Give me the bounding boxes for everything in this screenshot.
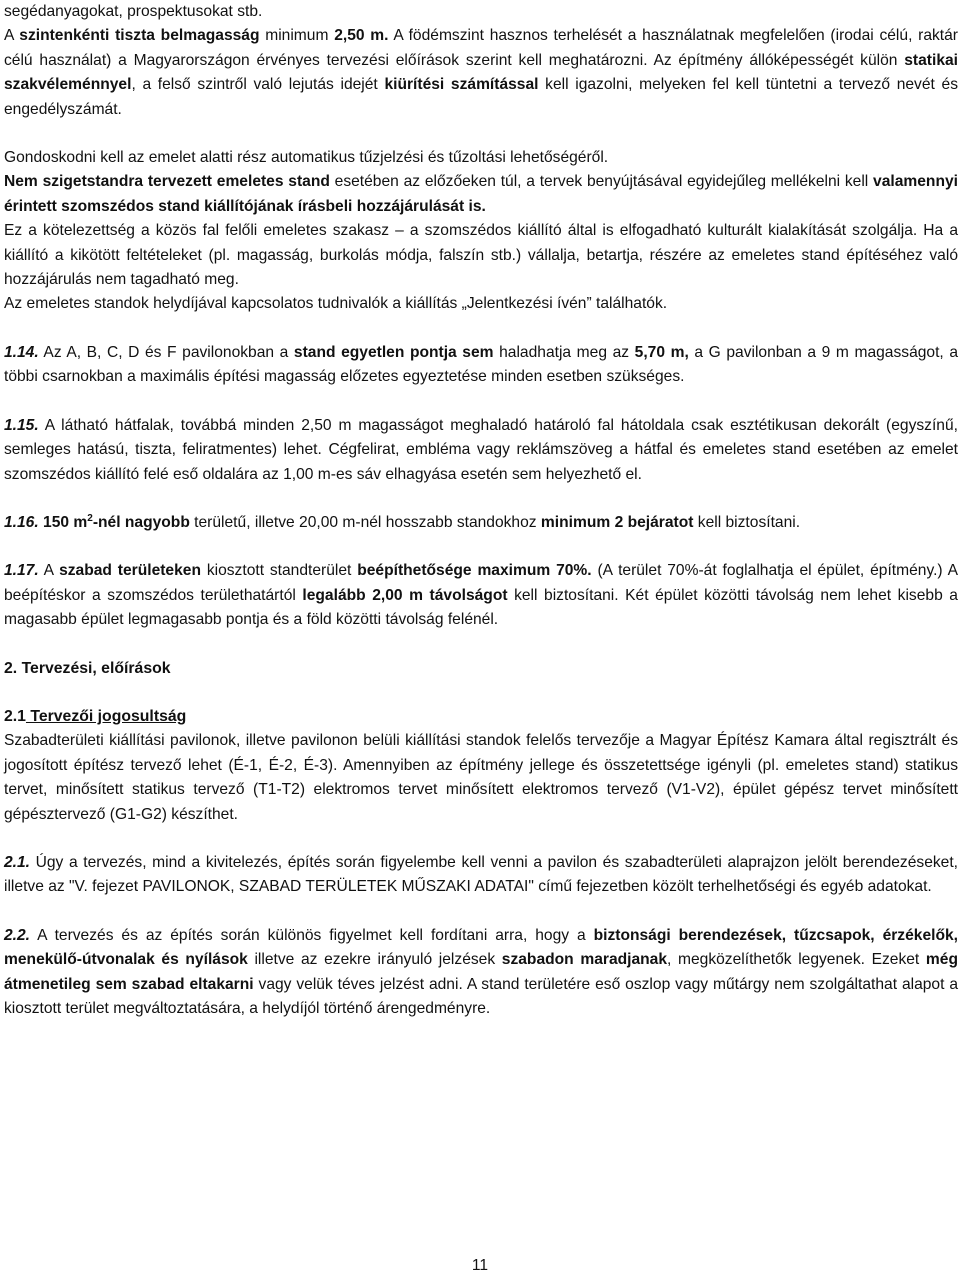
text: segédanyagokat, prospektusokat stb.: [4, 3, 263, 20]
text-bold: 2,50 m.: [334, 27, 389, 45]
section-1-17: [4, 559, 958, 632]
text-bold: valamennyi érintett szomszédos stand kiállítójának írásbeli hozzájárulását is.: [4, 173, 958, 215]
text: kell biztosítani. Két épület közötti távolság nem lehet kisebb a magasabb épület legmagasabb pontja és a föld közötti távolság felénél.: [4, 586, 958, 629]
paragraph-fire-fee: [4, 292, 958, 316]
text-bold: szabad területeken: [59, 562, 201, 580]
text: A: [4, 27, 20, 45]
section-2-1-body: [4, 729, 958, 827]
paragraph-intro-line: [4, 0, 958, 24]
paragraph-fire-consent: [4, 170, 958, 219]
text: Szabadterületi kiállítási pavilonok, illetve pavilonon belüli kiállítási standok felelős tervezője a Magyar Építész Kamara által regisztrált és jogosított építész tervező lehet (É-1, É-2, É-3). Amennyiben az építmény jellege és összetettsége igényli (pl. emeletes stand) statikus tervet, minősített statikus tervező (T1-T2) elektromos tervet minősített elektromos tervező (V1-V2), épület gépész tervet minősített gépésztervező (G1-G2) készíthet.: [4, 732, 958, 823]
text: Gondoskodni kell az emelet alatti rész automatikus tűzjelzési és tűzoltási lehetőségéről.: [4, 149, 609, 167]
text: , megközelíthetők legyenek. Ezeket: [667, 951, 926, 969]
paragraph-fire: [4, 146, 958, 170]
section-1-16: [4, 511, 958, 535]
text: A födémszint hasznos terhelését a használatnak megfelelően (irodai célú, raktár célú használat) a Magyarországon érvényes tervezési előírások szerint kell meghatározni. Az építmény állóképességét külön: [4, 27, 958, 69]
text: Az emeletes standok helydíjával kapcsolatos tudnivalók a kiállítás „Jelentkezési ívén” találhatók.: [4, 295, 668, 313]
text: a G pavilonban a 9 m magasságot, a többi csarnokban a maximális építési magasság előzetes egyeztetése minden esetben szükséges.: [4, 343, 959, 386]
text-bold: Nem szigetstandra tervezett emeletes stand: [4, 173, 330, 191]
heading-number: 2.1: [4, 707, 26, 725]
document-page: [4, 0, 958, 1021]
text-bold: beépíthetősége maximum 70%.: [357, 562, 592, 580]
text: illetve az ezekre irányuló jelzések: [247, 951, 502, 969]
section-number: 1.17.: [4, 562, 39, 580]
paragraph-fire-obligation: [4, 219, 958, 292]
text: kell biztosítani.: [693, 513, 801, 531]
heading-text: Tervezői jogosultság: [25, 707, 187, 725]
text: kiosztott standterület: [200, 562, 358, 580]
text: esetében az előzőeken túl, a tervek benyújtásával egyidejűleg mellékelni kell: [329, 173, 874, 191]
text-bold: -nél nagyobb: [92, 513, 190, 531]
text-bold: stand egyetlen pontja sem: [293, 343, 494, 361]
text-bold: minimum 2 bejáratot: [540, 513, 694, 531]
text-bold: kiürítési számítással: [384, 76, 539, 94]
superscript: 2: [87, 512, 93, 524]
section-2-heading: 2. Tervezési, előírások: [4, 659, 171, 677]
section-number: 2.1.: [4, 853, 31, 871]
text: , a felső szintről való lejutás idejét: [131, 76, 385, 94]
text: A: [38, 562, 60, 580]
paragraph-intro: [4, 24, 958, 122]
text: Az A, B, C, D és F pavilonokban a: [38, 343, 294, 361]
section-2-1-dot: [4, 851, 958, 900]
page-number: 11: [471, 1257, 489, 1274]
text: Úgy a tervezés, mind a kivitelezés, építés során figyelembe kell venni a pavilon és szabadterületi alaprajzon jelölt berendezéseket, illetve az "V. fejezet PAVILONOK, SZABAD TERÜLETEK MŰSZAKI ADATAI" című fejezetben közölt terhelhetőségi és egyéb adatokat.: [4, 853, 958, 896]
text: minimum: [259, 27, 335, 45]
text: területű, illetve 20,00 m-nél hosszabb standokhoz: [189, 513, 541, 531]
text-bold: statikai szakvéleménnyel: [4, 51, 958, 94]
text-bold: 150 m: [43, 513, 88, 531]
section-number: 2.2.: [4, 926, 31, 944]
text: A tervezés és az építés során különös figyelmet kell fordítani arra, hogy a: [30, 926, 594, 944]
text-bold: szintenkénti tiszta belmagasság: [19, 27, 260, 45]
text: (A terület 70%-át foglalhatja el épület, építmény.) A beépítéskor a szomszédos területhatártól: [4, 562, 958, 604]
text: A látható hátfalak, továbbá minden 2,50 m magasságot meghaladó határoló fal hátoldala csak esztétikusan dekorált (egyszínű, semleges hatású, tiszta, feliratmentes) lehet. Cégfelirat, embléma vagy reklámszöveg a hátfal és emeletes stand esetében az emelet szomszédos kiállító felé eső oldalára az 1,00 m-es sáv elhagyása esetén sem helyezhető el.: [4, 416, 958, 483]
text: kell igazolni, melyeken fel kell tüntetni a tervező nevét és engedélyszámát.: [4, 76, 958, 118]
text-bold: biztonsági berendezések, tűzcsapok, érzékelők, menekülő-útvonalak és nyílások: [4, 926, 958, 969]
section-number: 1.16.: [4, 513, 39, 531]
section-number: 1.15.: [4, 416, 39, 434]
section-1-15: [4, 414, 958, 487]
text: haladhatja meg az: [493, 343, 635, 361]
section-2-2: [4, 924, 958, 1022]
text: vagy velük téves jelzést adni. A stand területére eső oszlop vagy műtárgy nem szolgáltathat alapot a kiosztott terület megváltoztatására, a helydíjól történő árengedményre.: [4, 975, 959, 1017]
text-bold: még átmenetileg sem szabad eltakarni: [4, 951, 958, 993]
text-bold: 5,70 m,: [634, 343, 689, 361]
section-number: 1.14.: [4, 343, 39, 361]
section-1-14: [4, 341, 958, 390]
text-bold: szabadon maradjanak: [501, 951, 668, 969]
text: Ez a kötelezettség a közös fal felőli emeletes szakasz – a szomszédos kiállító által is elfogadható kulturált kialakítását szolgálja. Ha a kiállító a kikötött feltételeket (pl. magasság, burkolás módja, falszín stb.) vállalja, betartja, részére az emeletes stand építéséhez való hozzájárulás nem tagadható meg.: [4, 222, 958, 289]
section-2-1-heading: [4, 705, 958, 729]
text-bold: legalább 2,00 m távolságot: [302, 586, 508, 604]
